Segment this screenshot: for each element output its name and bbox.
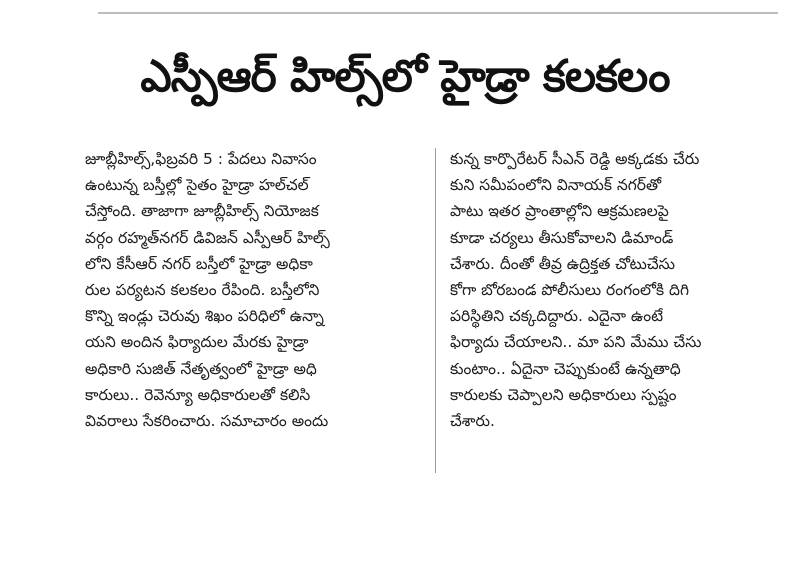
- text-line: కొన్ని ఇండ్లు చెరువు శిఖం పరిధిలో ఉన్నా: [85, 307, 324, 326]
- top-rule: [98, 12, 778, 14]
- text-line: లోని కేసీఆర్ నగర్ బస్తీలో హైడ్రా అధికా: [85, 254, 313, 273]
- text-line: రుల పర్యటన కలకలం రేపింది. బస్తీలోని: [85, 281, 320, 300]
- headline: ఎస్పీఆర్ హిల్స్‌లో హైడ్రా కలకలం: [140, 51, 670, 102]
- text-line: వర్గం రహ్మత్‌నగర్ డివిజన్ ఎస్పీఆర్ హిల్స్: [85, 228, 330, 247]
- left-column: [85, 146, 425, 434]
- text-line: చేస్తోంది. తాజాగా జూబ్లీహిల్స్ నియోజక: [85, 202, 319, 221]
- text-line: కుని సమీపంలోని వినాయక్ నగర్‌తో: [450, 176, 662, 195]
- text-line: కూడా చర్యలు తీసుకోవాలని డిమాండ్: [450, 228, 674, 247]
- text-line: కోగా బోరబండ పోలీసులు రంగంలోకి దిగి: [450, 281, 690, 300]
- text-line: జూబ్లీహిల్స్,ఫిబ్రవరి 5 : పేదలు నివాసం: [85, 150, 317, 168]
- text-line: కున్న కార్పొరేటర్ సీఎన్ రెడ్డి అక్కడకు చేరు: [450, 150, 700, 168]
- text-line: వివరాలు సేకరించారు. సమాచారం అందు: [85, 412, 329, 431]
- text-line: పరిస్థితిని చక్కదిద్దారు. ఎదైనా ఉంటే: [450, 307, 664, 326]
- text-line: పాటు ఇతర ప్రాంతాల్లోని ఆక్రమణలపై: [450, 202, 669, 221]
- text-line: కారులకు చెప్పాలని అధికారులు స్పష్టం: [450, 385, 677, 404]
- text-line: కుంటాం.. ఏదైనా చెప్పుకుంటే ఉన్నతాధి: [450, 359, 681, 378]
- column-divider: [435, 148, 436, 473]
- text-line: చేశారు. దీంతో తీవ్ర ఉద్రిక్తత చోటుచేసు: [450, 254, 675, 273]
- text-line: కారులు.. రెవెన్యూ అధికారులతో కలిసి: [85, 385, 311, 404]
- right-column: [450, 146, 765, 434]
- text-line: ఫిర్యాదు చేయాలని.. మా పని మేము చేసు: [450, 333, 702, 352]
- text-line: చేశారు.: [450, 412, 495, 431]
- text-line: యని అందిన ఫిర్యాదుల మేరకు హైడ్రా: [85, 333, 309, 352]
- text-line: అధికారి సుజిత్ నేతృత్వంలో హైడ్రా అధి: [85, 359, 317, 378]
- text-line: ఉంటున్న బస్తీల్లో సైతం హైడ్రా హల్‌చల్: [85, 176, 309, 195]
